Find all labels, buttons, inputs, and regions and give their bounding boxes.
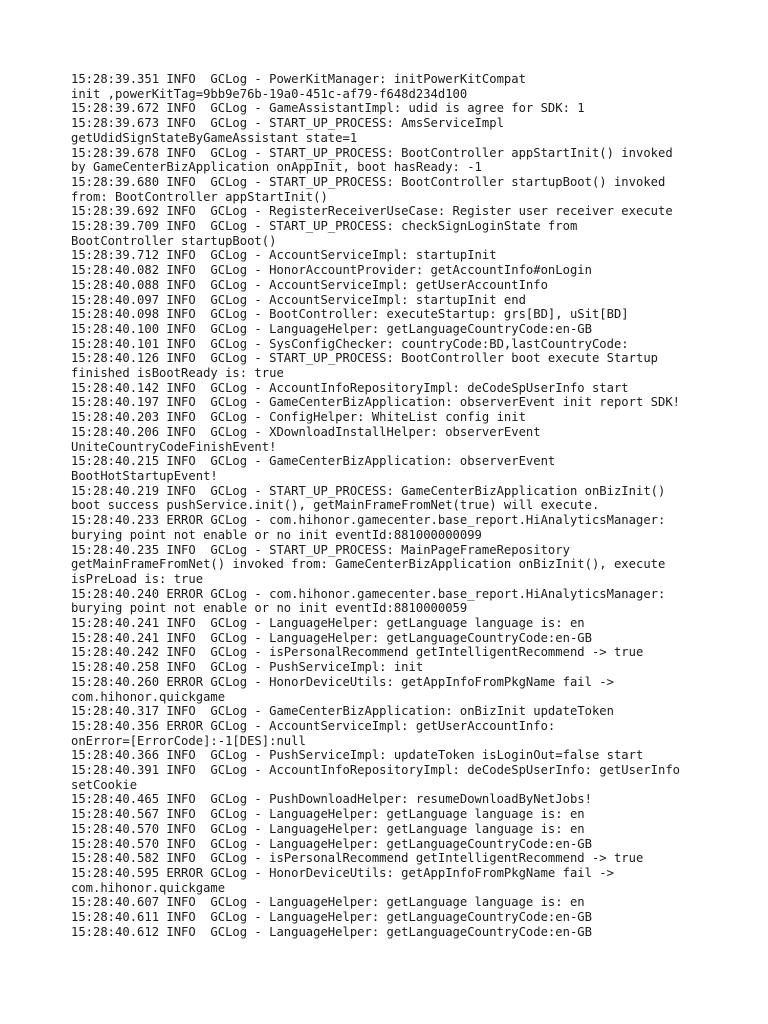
log-line: 15:28:39.692 INFO GCLog - RegisterReceiverUseCase: Register user receiver execute bbox=[71, 204, 673, 219]
log-line: 15:28:40.570 INFO GCLog - LanguageHelper: getLanguage language is: en bbox=[71, 821, 585, 836]
log-line: 15:28:39.673 INFO GCLog - START_UP_PROCESS: AmsServiceImpl bbox=[71, 116, 504, 131]
log-line: 15:28:40.100 INFO GCLog - LanguageHelper: getLanguageCountryCode:en-GB bbox=[71, 321, 592, 336]
log-line: 15:28:40.567 INFO GCLog - LanguageHelper: getLanguage language is: en bbox=[71, 807, 585, 822]
log-line: getMainFrameFromNet() invoked from: GameCenterBizApplication onBizInit(), execute bbox=[71, 557, 666, 572]
log-line: 15:28:40.082 INFO GCLog - HonorAccountProvider: getAccountInfo#onLogin bbox=[71, 263, 592, 278]
log-document bbox=[71, 72, 731, 939]
log-line: getUdidSignStateByGameAssistant state=1 bbox=[71, 130, 358, 145]
log-line: from: BootController appStartInit() bbox=[71, 189, 328, 204]
log-line: 15:28:40.206 INFO GCLog - XDownloadInstallHelper: observerEvent bbox=[71, 424, 541, 439]
log-line: 15:28:40.595 ERROR GCLog - HonorDeviceUtils: getAppInfoFromPkgName fail -> bbox=[71, 865, 614, 880]
log-line: setCookie bbox=[71, 777, 138, 792]
log-line: BootController startupBoot() bbox=[71, 233, 277, 248]
log-line: 15:28:40.260 ERROR GCLog - HonorDeviceUtils: getAppInfoFromPkgName fail -> bbox=[71, 674, 614, 689]
log-line: com.hihonor.quickgame bbox=[71, 689, 226, 704]
log-line: 15:28:40.611 INFO GCLog - LanguageHelper: getLanguageCountryCode:en-GB bbox=[71, 910, 592, 925]
log-line: 15:28:39.680 INFO GCLog - START_UP_PROCESS: BootController startupBoot() invoked bbox=[71, 174, 666, 189]
log-line: 15:28:40.235 INFO GCLog - START_UP_PROCESS: MainPageFrameRepository bbox=[71, 542, 570, 557]
log-line: 15:28:39.712 INFO GCLog - AccountServiceImpl: startupInit bbox=[71, 248, 497, 263]
log-line: by GameCenterBizApplication onAppInit, boot hasReady: -1 bbox=[71, 160, 482, 175]
log-line: burying point not enable or no init eventId:881000000099 bbox=[71, 527, 482, 542]
log-line: boot success pushService.init(), getMainFrameFromNet(true) will execute. bbox=[71, 498, 600, 513]
log-line: 15:28:40.098 INFO GCLog - BootController: executeStartup: grs[BD], uSit[BD] bbox=[71, 307, 629, 322]
log-line: 15:28:40.203 INFO GCLog - ConfigHelper: WhiteList config init bbox=[71, 410, 526, 425]
log-line: UniteCountryCodeFinishEvent! bbox=[71, 439, 277, 454]
log-line: 15:28:40.570 INFO GCLog - LanguageHelper: getLanguageCountryCode:en-GB bbox=[71, 836, 592, 851]
log-line: 15:28:40.240 ERROR GCLog - com.hihonor.gamecenter.base_report.HiAnalyticsManager: bbox=[71, 586, 666, 601]
log-line: 15:28:39.678 INFO GCLog - START_UP_PROCESS: BootController appStartInit() invoked bbox=[71, 145, 673, 160]
log-line: 15:28:40.356 ERROR GCLog - AccountServiceImpl: getUserAccountInfo: bbox=[71, 718, 556, 733]
log-line: 15:28:40.612 INFO GCLog - LanguageHelper: getLanguageCountryCode:en-GB bbox=[71, 924, 592, 939]
log-line: onError=[ErrorCode]:-1[DES]:null bbox=[71, 733, 306, 748]
log-line: 15:28:39.672 INFO GCLog - GameAssistantImpl: udid is agree for SDK: 1 bbox=[71, 101, 585, 116]
log-line: 15:28:40.241 INFO GCLog - LanguageHelper: getLanguageCountryCode:en-GB bbox=[71, 630, 592, 645]
log-line: 15:28:40.215 INFO GCLog - GameCenterBizApplication: observerEvent bbox=[71, 454, 556, 469]
log-line: init ,powerKitTag=9bb9e76b-19a0-451c-af79-f648d234d100 bbox=[71, 86, 468, 101]
log-line: burying point not enable or no init eventId:8810000059 bbox=[71, 601, 468, 616]
log-line: 15:28:39.709 INFO GCLog - START_UP_PROCESS: checkSignLoginState from bbox=[71, 219, 578, 234]
log-line: 15:28:40.242 INFO GCLog - isPersonalRecommend getIntelligentRecommend -> true bbox=[71, 645, 644, 660]
log-line: 15:28:40.241 INFO GCLog - LanguageHelper: getLanguage language is: en bbox=[71, 616, 585, 631]
log-line: 15:28:40.391 INFO GCLog - AccountInfoRepositoryImpl: deCodeSpUserInfo: getUserInfo bbox=[71, 763, 681, 778]
log-line: 15:28:40.219 INFO GCLog - START_UP_PROCESS: GameCenterBizApplication onBizInit() bbox=[71, 483, 666, 498]
log-line: 15:28:40.101 INFO GCLog - SysConfigChecker: countryCode:BD,lastCountryCode: bbox=[71, 336, 629, 351]
log-line: 15:28:40.317 INFO GCLog - GameCenterBizApplication: onBizInit updateToken bbox=[71, 704, 614, 719]
log-line: com.hihonor.quickgame bbox=[71, 880, 226, 895]
log-line: 15:28:40.197 INFO GCLog - GameCenterBizApplication: observerEvent init report SDK! bbox=[71, 395, 681, 410]
log-line: 15:28:40.126 INFO GCLog - START_UP_PROCESS: BootController boot execute Startup bbox=[71, 351, 658, 366]
log-line: 15:28:39.351 INFO GCLog - PowerKitManager: initPowerKitCompat bbox=[71, 72, 526, 86]
log-line: 15:28:40.097 INFO GCLog - AccountServiceImpl: startupInit end bbox=[71, 292, 526, 307]
log-line: 15:28:40.607 INFO GCLog - LanguageHelper: getLanguage language is: en bbox=[71, 895, 585, 910]
log-line: isPreLoad is: true bbox=[71, 571, 204, 586]
log-line: 15:28:40.088 INFO GCLog - AccountServiceImpl: getUserAccountInfo bbox=[71, 277, 548, 292]
log-body bbox=[71, 72, 731, 939]
log-line: finished isBootReady is: true bbox=[71, 366, 284, 381]
log-line: 15:28:40.258 INFO GCLog - PushServiceImpl: init bbox=[71, 660, 424, 675]
log-line: BootHotStartupEvent! bbox=[71, 468, 218, 483]
log-line: 15:28:40.582 INFO GCLog - isPersonalRecommend getIntelligentRecommend -> true bbox=[71, 851, 644, 866]
log-line: 15:28:40.142 INFO GCLog - AccountInfoRepositoryImpl: deCodeSpUserInfo start bbox=[71, 380, 629, 395]
log-line: 15:28:40.465 INFO GCLog - PushDownloadHelper: resumeDownloadByNetJobs! bbox=[71, 792, 592, 807]
log-line: 15:28:40.233 ERROR GCLog - com.hihonor.gamecenter.base_report.HiAnalyticsManager: bbox=[71, 513, 666, 528]
log-line: 15:28:40.366 INFO GCLog - PushServiceImpl: updateToken isLoginOut=false start bbox=[71, 748, 644, 763]
